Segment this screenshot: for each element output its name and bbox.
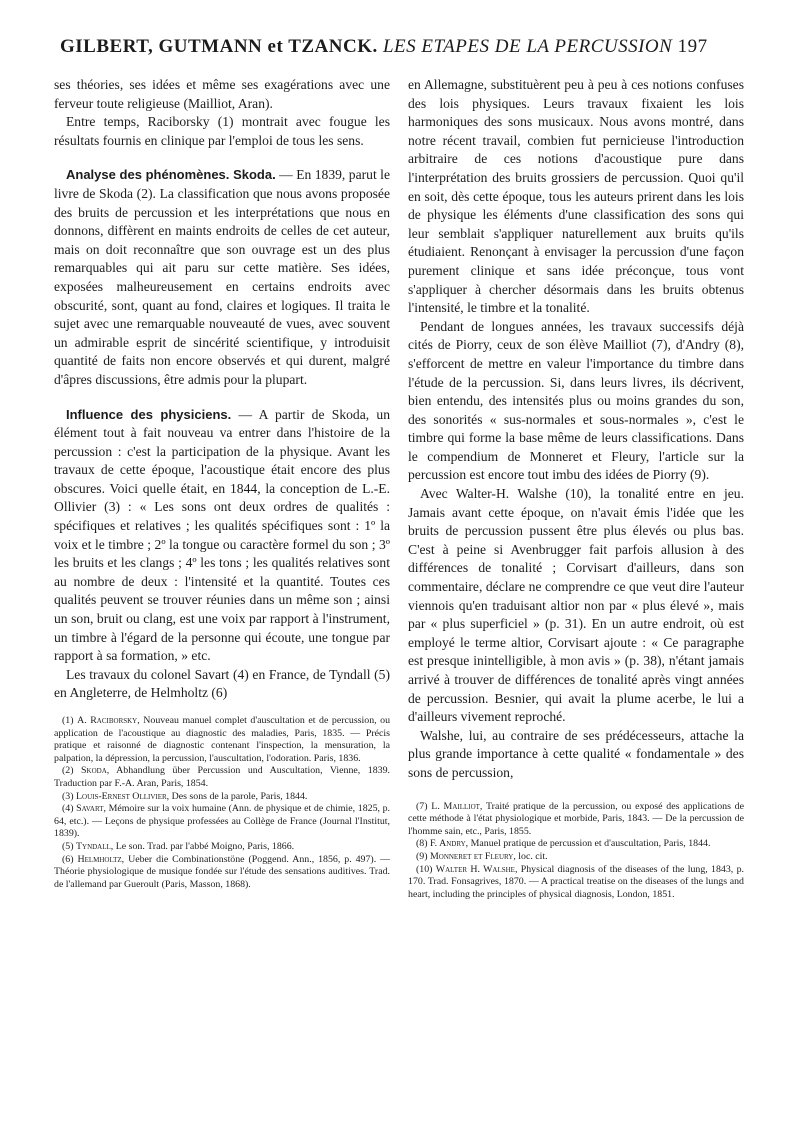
footnote-number: (10) bbox=[416, 863, 433, 875]
section-physiciens bbox=[54, 406, 390, 666]
footnote bbox=[408, 801, 744, 839]
footnotes-right bbox=[408, 801, 744, 902]
footnote bbox=[408, 851, 744, 864]
footnote-author: F. Andry, bbox=[429, 838, 469, 850]
paragraph: Avec Walter-H. Walshe (10), la tonalité entre en jeu. Jamais avant cette époque, on n'avait émis l'idée que les bruits de percussion pussent être plus élevés ou plus bas. C'est à peine si Avenbrugger fait parfois allusion à des différences de tonalité ; Corvisart d'ailleurs, dans son commentaire, déclare ne comprendre ce que veut dire l'auteur viennois qu'en traduisant altior non par « plus élevé », mais par « plus superficiel » (p. 31). En un autre endroit, où est employé le terme altior, Corvisart ajoute : « Ce paragraphe est presque inintelligible, à mon avis » (p. 38), n'étant jamais arrivé à trouver de différences de tonalité après vingt années de percussion. Besnier, qui avait la plume acerbe, le lui a d'ailleurs vivement reproché. bbox=[408, 486, 744, 725]
footnote-number: (3) bbox=[62, 790, 74, 802]
footnote-text: Traité pratique de la percussion, ou exposé des applications de cette méthode à l'état physiologique et morbide, Paris, 1843. — De la percussion de l'homme sain, etc., Paris, 1855. bbox=[408, 800, 744, 837]
footnote-author: A. Raciborsky, bbox=[77, 715, 140, 726]
footnote-author: Helmholtz, bbox=[77, 853, 125, 865]
footnote-number: (5) bbox=[62, 840, 74, 852]
paragraph: Les travaux du colonel Savart (4) en France, de Tyndall (5) en Angleterre, de Helmholtz (6) bbox=[54, 666, 390, 701]
footnote bbox=[54, 803, 390, 841]
footnote-text: loc. cit. bbox=[515, 850, 548, 862]
footnote-text: Nouveau manuel complet d'auscultation et de percussion, ou application de l'acoustique au diagnostic des maladies, Paris, 1835. — Précis pratique et raisonné de diagnostic contenant l'inspection, la mensuration, la palpation, la dépression, la percussion, l'auscultation, l'odoration. Paris, 1836. bbox=[54, 715, 391, 764]
footnote-number: (7) bbox=[416, 800, 428, 812]
section-title: Influence des physiciens. bbox=[66, 406, 232, 422]
running-head-title: LES ETAPES DE LA PERCUSSION bbox=[382, 36, 673, 57]
paragraph: en Allemagne, substituèrent peu à peu à ces notions confuses des lois physiques. Leurs travaux fixaient les lois harmoniques des sons musicaux. Nous avons montré, dans notre récent travail, combien fut pernicieuse l'introduction arbitraire de ces notions d'acoustique pure dans l'interprétation des bruits grossiers de percussion. Quoi qu'il en soit, dès cette époque, tous les auteurs prirent dans les lois de physique les éléments d'une classification des sons qui leur semblait s'appliquer naturellement aux bruits qu'ils étudiaient. Renonçant à envisager la percussion d'une façon purement clinique et sans idée préconçue, tous vont s'appliquer à chercher désormais dans les bruits obtenus l'intensité, le timbre et la tonalité. bbox=[408, 77, 744, 316]
footnote-author: L. Mailliot, bbox=[431, 800, 483, 812]
footnote-text: Le son. Trad. par l'abbé Moigno, Paris, 1866. bbox=[113, 840, 295, 852]
section-text: — A partir de Skoda, un élément tout à fait nouveau va entrer dans l'histoire de la percussion : c'est la participation de la physique. Avant les travaux de cette époque, l'acoustique était encore des plus obscures. Voici quelle était, en 1844, la conception de L.-E. Ollivier (3) : « Les sons ont deux ordres de qualités : spécifiques et relatives ; les qualités spécifiques sont : 1º la voix et le timbre ; 2º la tongue ou caractère formel du son ; 3º les bruits et les clangs ; 4º les tons ; les qualités relatives sont au nombre de deux : l'intensité et la quantité. Toutes ces qualités peuvent se trouver réunies dans un même son ; ainsi un son, bruit ou clang, est une voix par rapport à l'instrument, un timbre à l'égard de la personne qui écoute, une tongue par rapport à sa formation, » etc. bbox=[54, 406, 391, 664]
footnote-author: Tyndall, bbox=[75, 840, 114, 852]
footnote-number: (1) bbox=[62, 715, 74, 726]
footnote-number: (6) bbox=[62, 853, 74, 865]
footnote-text: Abhandlung über Percussion und Auscultation, Vienne, 1839. Traduction par F.-A. Aran, Paris, 1854. bbox=[54, 765, 391, 789]
footnote bbox=[54, 715, 390, 765]
running-head-authors: GILBERT, GUTMANN et TZANCK. bbox=[60, 36, 378, 57]
section-skoda bbox=[54, 166, 390, 389]
paragraph: Pendant de longues années, les travaux successifs déjà cités de Piorry, ceux de son élève Mailliot (7), d'Andry (8), s'efforcent de mettre en valeur l'importance du timbre dans l'étude de la percussion. Si, dans leurs livres, ils décrivent, bien entendu, des intensités plus ou moins grandes du son, des sonorités « sus-normales et sous-normales », c'est le timbre qui forme la base même de leurs classifications. Dans le compendium de Monneret et Fleury, l'article sur la percussion est encore tout imbu des idées de Piorry (9). bbox=[408, 318, 744, 483]
footnote-number: (4) bbox=[62, 803, 74, 815]
footnote-text: Des sons de la parole, Paris, 1844. bbox=[169, 790, 308, 802]
section-title: Analyse des phénomènes. Skoda. bbox=[66, 167, 276, 183]
footnote bbox=[54, 791, 390, 804]
footnote-text: Manuel pratique de percussion et d'auscultation, Paris, 1844. bbox=[468, 838, 711, 850]
paragraph: Entre temps, Raciborsky (1) montrait avec fougue les résultats fournis en clinique par l'emploi de tous les sens. bbox=[54, 114, 390, 148]
section-text: — En 1839, parut le livre de Skoda (2). La classification que nous avons proposée des bruits de percussion et les interprétations que nous en donnons, diffèrent en maints endroits de celles de cet auteur, mais on doit reconnaître que son ouvrage est un des plus remarquables qui ait paru sur cette matière. Ses idées, exposées malheureusement en certains endroits avec obscurité, sont, quant au fond, claires et logiques. Il traita le sujet avec une remarquable nouveauté de vues, avec souvent un admirable esprit de sincérité scientifique, y introduisit quantité de faits non encore observés et qui durent, malgré d'âpres discussions, être admis pour la plupart. bbox=[54, 167, 390, 387]
footnote bbox=[54, 765, 390, 790]
footnote-author: Monneret et Fleury, bbox=[429, 850, 516, 862]
footnote bbox=[54, 841, 390, 854]
running-head bbox=[60, 36, 750, 58]
footnote-author: Savart, bbox=[76, 803, 106, 815]
footnote-number: (2) bbox=[62, 765, 74, 777]
right-column bbox=[408, 76, 744, 901]
paragraph: ses théories, ses idées et même ses exagérations avec une ferveur toute religieuse (Mailliot, Aran). bbox=[54, 77, 390, 111]
footnote-number: (8) bbox=[416, 838, 428, 850]
footnote bbox=[54, 854, 390, 892]
footnote-author: Skoda, bbox=[81, 765, 110, 777]
footnote bbox=[408, 838, 744, 851]
footnotes-left bbox=[54, 715, 390, 891]
page-number: 197 bbox=[677, 36, 708, 57]
left-column bbox=[54, 76, 390, 891]
footnote bbox=[408, 864, 744, 902]
footnote-text: Physical diagnosis of the diseases of the lung, 1843, p. 170. Trad. Fonsagrives, 1870. — A practical treatise on the diseases of the lungs and heart, including the principles of physical diagnosis, London, 1851. bbox=[408, 863, 745, 900]
footnote-text: Ueber die Combinationstöne (Poggend. Ann., 1856, p. 497). — Théorie physiologique de musique fondée sur l'étude des sensations auditives. Trad. de l'allemand par Gueroult (Paris, Masson, 1868). bbox=[54, 853, 391, 890]
footnote-number: (9) bbox=[416, 850, 428, 862]
footnote-author: Walter H. Walshe, bbox=[435, 863, 518, 875]
footnote-author: Louis-Ernest Ollivier, bbox=[75, 790, 170, 802]
footnote-text: Mémoire sur la voix humaine (Ann. de physique et de chimie, 1825, p. 64, etc.). — Leçons de physique professées au Collège de France (Journal l'Institut, 1839). bbox=[54, 803, 390, 840]
paragraph: Walshe, lui, au contraire de ses prédécesseurs, attache la plus grande importance à cette qualité « fondamentale » des sons de percussion, bbox=[408, 727, 744, 780]
